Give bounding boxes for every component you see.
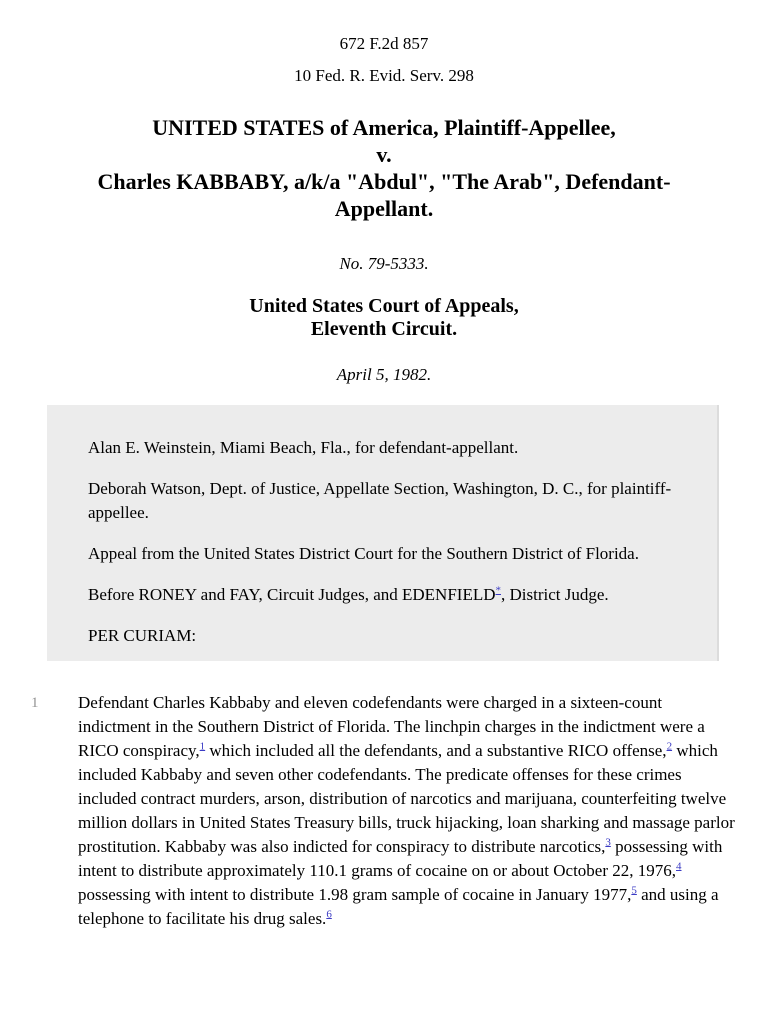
citation-secondary: 10 Fed. R. Evid. Serv. 298 — [294, 66, 474, 85]
footnote-link-5[interactable]: 5 — [631, 884, 637, 897]
opinion-text-segment: possessing with intent to distribute 1.98 gram sample of cocaine in January 1977, — [78, 885, 632, 904]
footnote-link-1[interactable]: 1 — [199, 740, 206, 753]
opinion-text-segment: possessing with intent to distribute approximately 110.1 grams of cocaine on or about October 22, 1976, — [78, 837, 723, 880]
citation-primary: 672 F.2d 857 — [339, 34, 429, 53]
panel-line-text-pre: Before RONEY and FAY, Circuit Judges, and EDENFIELD — [88, 585, 496, 604]
panel-line-text-post: , District Judge. — [501, 585, 609, 604]
case-title-party-appellant: Charles KABBABY, a/k/a "Abdul", "The Arab", Defendant-Appellant. — [97, 169, 671, 221]
court-name — [0, 295, 768, 341]
opinion-text-segment: and using a telephone to facilitate his drug sales. — [78, 885, 719, 928]
case-title-versus: v. — [376, 142, 392, 167]
counsel-appellant-line: Alan E. Weinstein, Miami Beach, Fla., for defendant-appellant. — [88, 438, 519, 457]
case-title-party-appellee: UNITED STATES of America, Plaintiff-Appellee, — [152, 115, 616, 140]
decision-date: April 5, 1982. — [336, 365, 432, 384]
opinion-paragraph-1 — [0, 691, 768, 931]
footnote-link-2[interactable]: 2 — [666, 740, 673, 753]
court-name-line2: Eleventh Circuit. — [310, 318, 458, 340]
footnote-link-4[interactable]: 4 — [676, 860, 682, 873]
case-title — [64, 114, 704, 222]
footnote-link-6[interactable]: 6 — [326, 908, 332, 921]
per-curiam-label: PER CURIAM: — [88, 626, 197, 645]
court-name-line1: United States Court of Appeals, — [249, 295, 519, 317]
counsel-appellee-line: Deborah Watson, Dept. of Justice, Appellate Section, Washington, D. C., for plaintiff-appellee. — [88, 479, 672, 522]
footnote-link-3[interactable]: 3 — [605, 836, 611, 849]
appeal-origin-line: Appeal from the United States District Court for the Southern District of Florida. — [88, 544, 639, 563]
opinion-text-segment: which included Kabbaby and seven other codefendants. The predicate offenses for these crimes included contract murders, arson, distribution of narcotics and marijuana, counterfeiting twelve million dollars in United States Treasury bills, truck hijacking, loan sharking and massage parlor prostitution. Kabbaby was also indicted for conspiracy to distribute narcotics, — [78, 741, 735, 856]
opinion-text-segment: Defendant Charles Kabbaby and eleven codefendants were charged in a sixteen-count indictment in the Southern District of Florida. The linchpin charges in the indictment were a RICO conspiracy, — [78, 693, 705, 760]
panel-line — [88, 583, 677, 607]
headmatter-block — [47, 405, 719, 661]
opinion-text-segment: which included all the defendants, and a substantive RICO offense, — [205, 741, 667, 760]
paragraph-number: 1 — [31, 695, 39, 711]
docket-number: No. 79-5333. — [339, 254, 429, 273]
opinion-paragraph-text — [78, 691, 737, 931]
footnote-link-star[interactable]: * — [495, 584, 501, 597]
